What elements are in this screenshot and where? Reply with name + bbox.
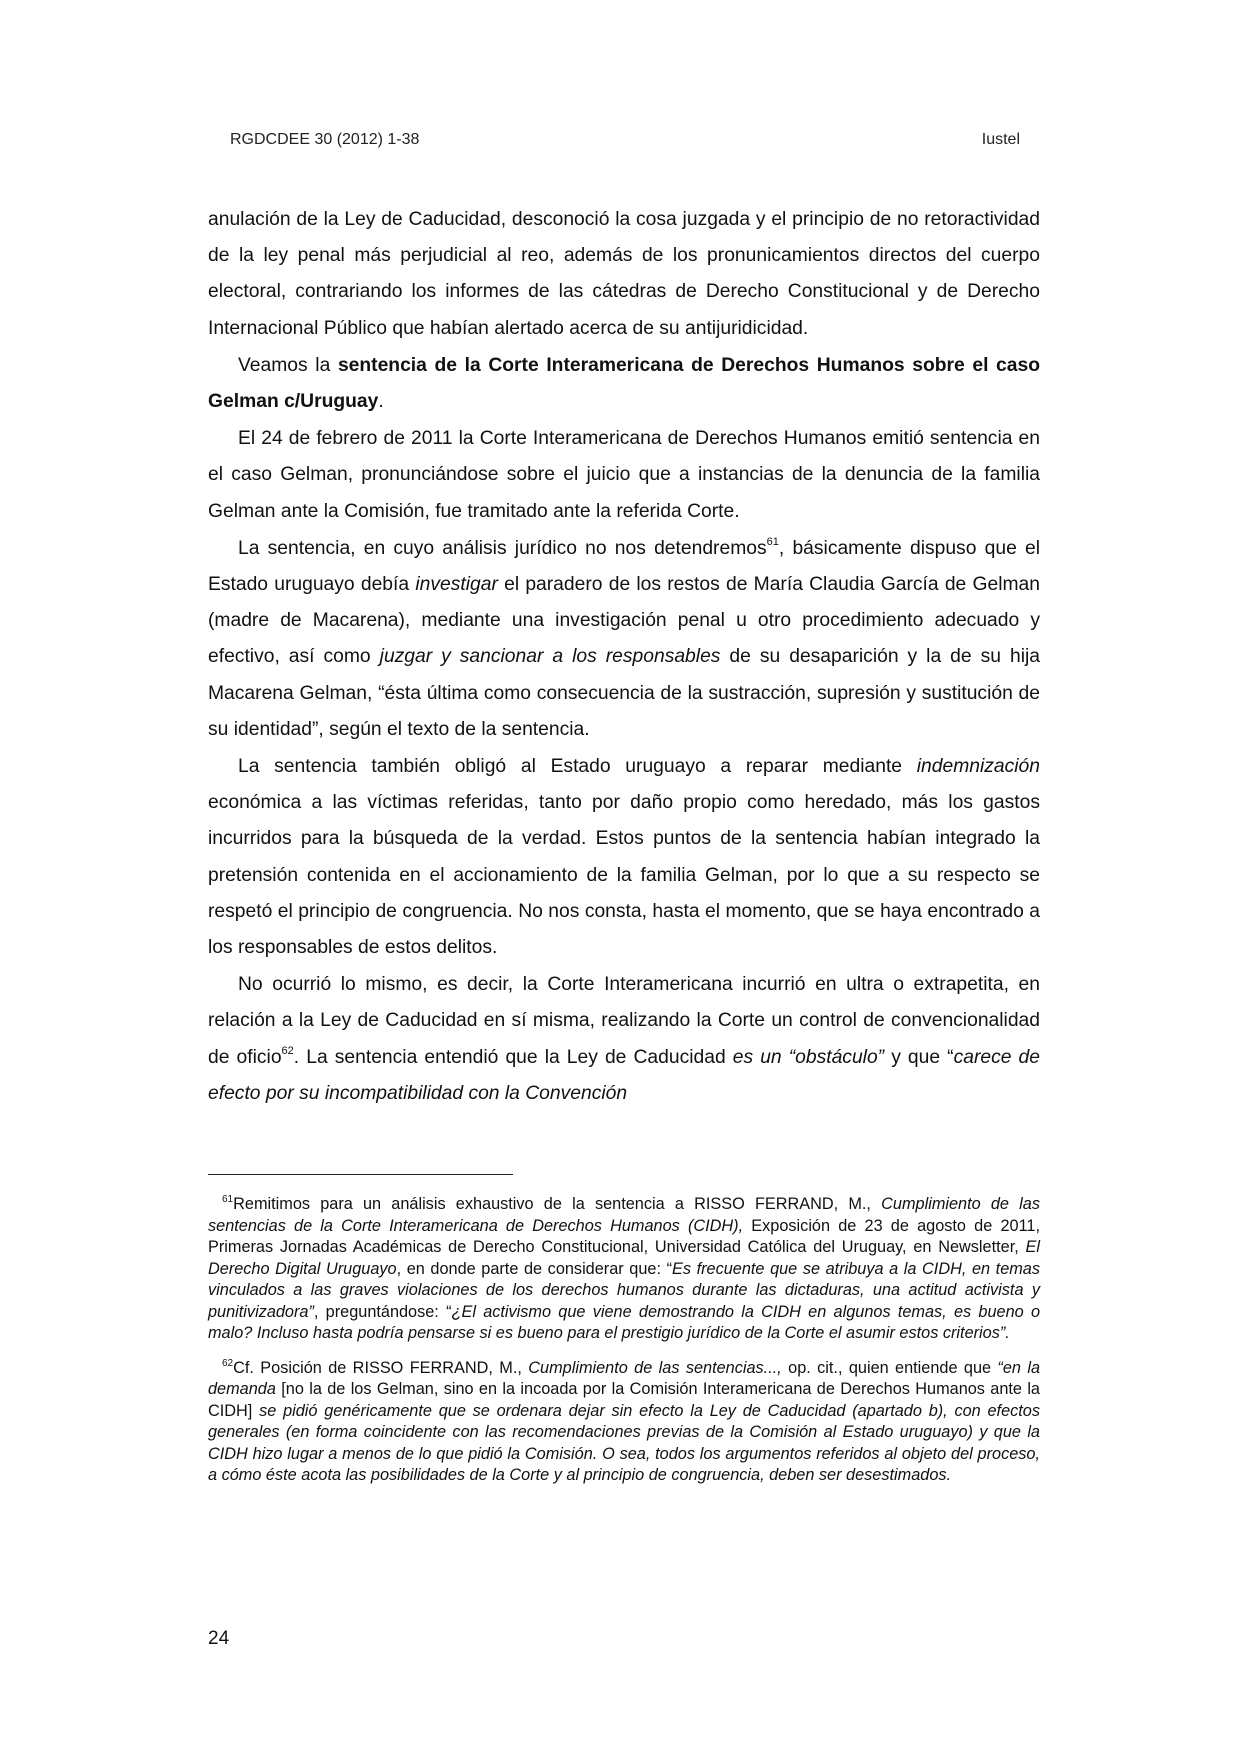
paragraph-6: No ocurrió lo mismo, es decir, la Corte Interamericana incurrió en ultra o extrapetita, en relación a la Ley de Caducidad en sí misma, realizando la Corte un control de convencionalidad de oficio$^{62}$. La sentencia entendió que la Ley de Caducidad es un “obstáculo” y que “carece de efecto por su incompatibilidad con la Convención [208, 974, 1040, 1104]
paragraph-5: La sentencia también obligó al Estado uruguayo a reparar mediante indemnización económica a las víctimas referidas, tanto por daño propio como heredado, más los gastos incurridos para la búsqueda de la verdad. Estos puntos de la sentencia habían integrado la pretensión contenida en el accionamiento de la familia Gelman, por lo que a su respecto se respetó el principio de congruencia. No nos consta, hasta el momento, que se haya encontrado a los responsables de estos delitos. [208, 756, 1040, 959]
paragraph-1: anulación de la Ley de Caducidad, desconoció la cosa juzgada y el principio de no retoractividad de la ley penal más perjudicial al reo, además de los pronunicamientos directos del cuerpo electoral, contrariando los informes de las cátedras de Derecho Constitucional y de Derecho Internacional Público que habían alertado acerca de su antijuridicidad. [208, 209, 1040, 339]
bold-heading-text: sentencia de la Corte Interamericana de Derechos Humanos sobre el caso Gelman c/Uruguay [208, 354, 1040, 413]
footnote-separator [208, 1174, 513, 1175]
paragraph-2: Veamos la sentencia de la Corte Interamericana de Derechos Humanos sobre el caso Gelman c/Uruguay. [208, 354, 1040, 413]
footnote-number: 61 [222, 1194, 234, 1205]
footnote-ref-62[interactable]: 62 [281, 1044, 294, 1057]
running-header [230, 131, 1020, 149]
paragraph-3: El 24 de febrero de 2011 la Corte Interamericana de Derechos Humanos emitió sentencia en el caso Gelman, pronunciándose sobre el juicio que a instancias de la denuncia de la familia Gelman ante la Comisión, fue tramitado ante la referida Corte. [208, 428, 1040, 522]
footnote-61: $^{61}$Remitimos para un análisis exhaustivo de la sentencia a RISSO FERRAND, M., Cumplimiento de las sentencias de la Corte Interamericana de Derechos Humanos (CIDH), Exposición de 23 de agosto de 2011, Primeras Jornadas Académicas de Derecho Constitucional, Universidad Católica del Uruguay, en Newsletter, El Derecho Digital Uruguayo, en donde parte de considerar que: “Es frecuente que se atribuya a la CIDH, en temas vinculados a las graves violaciones de los derechos humanos durante las dictaduras, una actitud activista y punitivizadora”, preguntándose: “¿El activismo que viene demostrando la CIDH en algunos temas, es bueno o malo? Incluso hasta podría pensarse si es bueno para el prestigio jurídico de la Corte el asumir estos criterios”. [208, 1194, 1041, 1342]
footnote-number: 62 [222, 1357, 234, 1369]
page-number: 24 [208, 1628, 230, 1649]
footnote-ref-61[interactable]: 61 [766, 535, 779, 548]
paragraph-4: La sentencia, en cuyo análisis jurídico no nos detendremos$^{61}$, básicamente dispuso que el Estado uruguayo debía investigar el paradero de los restos de María Claudia García de Gelman (madre de Macarena), mediante una investigación penal u otro procedimiento adecuado y efectivo, así como juzgar y sancionar a los responsables de su desaparición y la de su hija Macarena Gelman, “ésta última como consecuencia de la sustracción, supresión y sustitución de su identidad”, según el texto de la sentencia. [208, 535, 1040, 740]
footnotes [208, 1194, 1040, 1500]
publisher-name: Iustel [981, 131, 1020, 148]
journal-citation: RGDCDEE 30 (2012) 1-38 [230, 131, 420, 148]
body-text [208, 202, 1040, 1113]
footnote-62: $^{62}$Cf. Posición de RISSO FERRAND, M., Cumplimiento de las sentencias..., op. cit., quien entiende que “en la demanda [no la de los Gelman, sino en la incoada por la Comisión Interamericana de Derechos Humanos ante la CIDH] se pidió genéricamente que se ordenara dejar sin efecto la Ley de Caducidad (apartado b), con efectos generales (en forma coincidente con las recomendaciones previas de la Comisión al Estado uruguayo) y que la CIDH hizo lugar a menos de lo que pidió la Comisión. O sea, todos los argumentos referidos al objeto del proceso, a cómo éste acota las posibilidades de la Corte y al principio de congruencia, deben ser desestimados. [208, 1357, 1040, 1484]
